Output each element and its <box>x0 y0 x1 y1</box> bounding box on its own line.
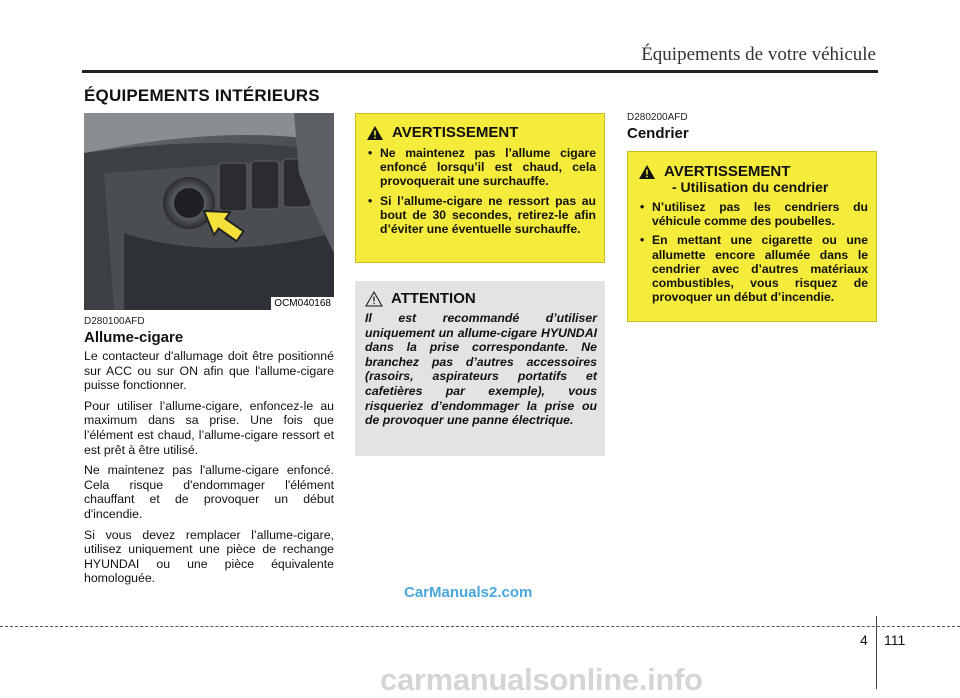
watermark-carmanualsonline[interactable]: carmanualsonline.info <box>380 662 703 697</box>
footer-rule <box>0 626 960 627</box>
footer-divider <box>876 616 877 689</box>
header-rule <box>82 70 878 73</box>
list-item: • N’utilisez pas les cendriers du véhicule comme des poubelles. <box>638 200 868 228</box>
list-item: • En mettant une cigarette ou une allumette encore allumée dans le cendrier avec d’autres matériaux combustibles, vous risquez de provoquer un début d’incendie. <box>638 233 868 304</box>
warning-list <box>366 146 596 236</box>
list-item: • Si l’allume-cigare ne ressort pas au bout de 30 secondes, retirez-le afin d’éviter une éventuelle surchauffe. <box>366 194 596 237</box>
dashboard-illustration <box>84 113 334 310</box>
running-title: Équipements de votre véhicule <box>641 44 876 65</box>
attention-title-row <box>365 290 597 307</box>
attention-box <box>355 281 605 456</box>
lighter-heading: Allume-cigare <box>84 329 184 346</box>
warning-title-row <box>366 124 596 141</box>
paragraph: Ne maintenez pas l'allume-cigare enfoncé. Cela risque d'endommager l'élément chauffant et de provoquer un début d'incendie. <box>84 463 334 521</box>
paragraph: Pour utiliser l’allume-cigare, enfoncez-le au maximum dans sa prise. Une fois que l’élément est chaud, l’allume-cigare ressort et est prêt à être utilisé. <box>84 398 334 457</box>
section-title: ÉQUIPEMENTS INTÉRIEURS <box>84 86 320 105</box>
page-number: 111 <box>884 632 906 648</box>
paragraph: Si vous devez remplacer l’allume-cigare, utilisez uniquement une pièce de rechange HYUNDAI ou une pièce équivalente homologuée. <box>84 527 334 586</box>
warning-title-row-ashtray <box>638 163 868 180</box>
warning-box-ashtray <box>627 151 877 322</box>
paragraph: Le contacteur d'allumage doit être positionné sur ACC ou sur ON afin que l'allume-cigare puisse fonctionner. <box>84 349 334 393</box>
watermark-carmanuals2[interactable]: CarManuals2.com <box>404 584 533 601</box>
photo-caption: OCM040168 <box>271 297 334 310</box>
lighter-body <box>84 349 334 592</box>
warning-list-ashtray <box>638 200 868 304</box>
warning-title: AVERTISSEMENT <box>392 124 519 141</box>
caution-triangle-icon <box>365 291 383 307</box>
section-code: D280100AFD <box>84 316 145 327</box>
warning-triangle-icon <box>638 164 656 180</box>
ashtray-heading: Cendrier <box>627 125 689 142</box>
chapter-number: 4 <box>860 632 868 648</box>
list-item: • Ne maintenez pas l’allume cigare enfoncé lorsqu’il est chaud, cela provoquerait une surchauffe. <box>366 146 596 189</box>
attention-text: Il est recommandé d’utiliser uniquement un allume-cigare HYUNDAI dans la prise correspondante. Ne branchez pas d’autres accessoires (rasoirs, aspirateurs portatifs et cafetières par exemple), vous risqueriez d’endommager la prise ou de provoquer une panne électrique. <box>365 311 597 428</box>
section-code-ashtray: D280200AFD <box>627 112 688 123</box>
warning-title: AVERTISSEMENT <box>664 163 791 180</box>
warning-triangle-icon <box>366 125 384 141</box>
cigarette-lighter-photo <box>84 113 334 310</box>
attention-title: ATTENTION <box>391 290 476 307</box>
warning-box-lighter <box>355 113 605 263</box>
warning-subtitle: - Utilisation du cendrier <box>672 179 829 195</box>
